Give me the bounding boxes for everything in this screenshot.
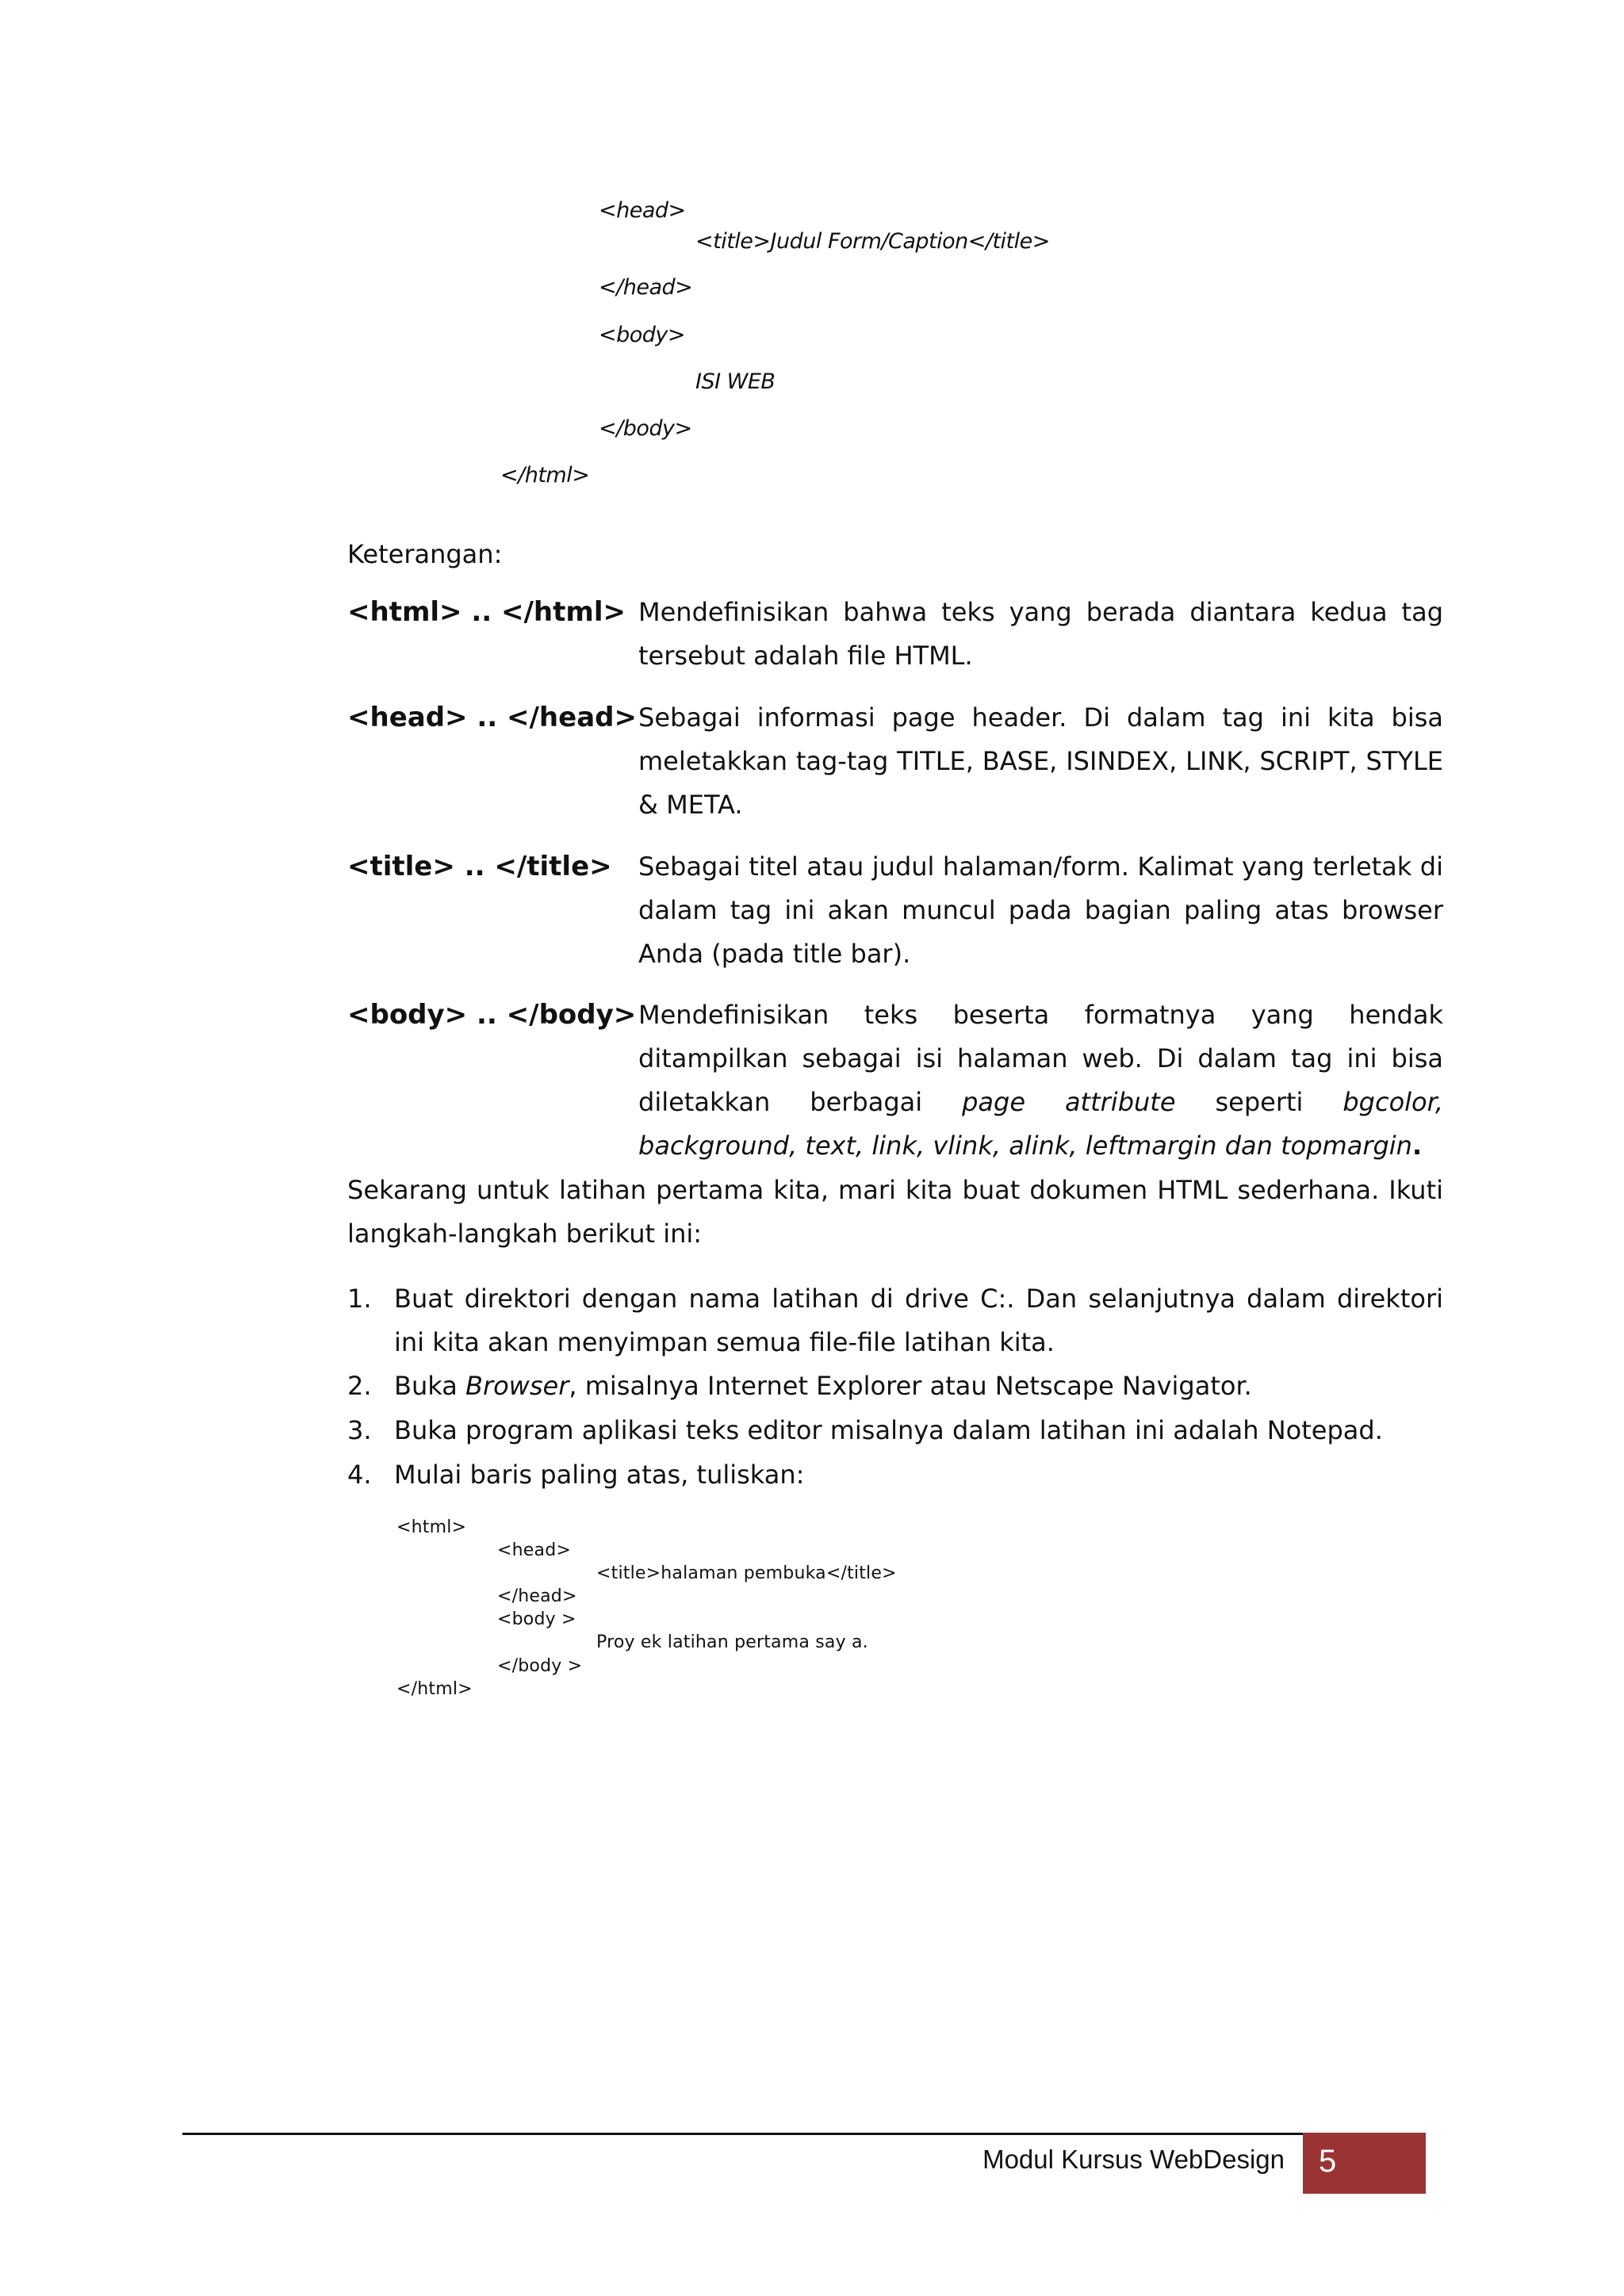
code-body-close: </body>: [599, 416, 692, 441]
step-2-before: Buka: [394, 1371, 465, 1401]
step-4-number: 4.: [347, 1460, 372, 1490]
desc-body-part2: seperti: [1175, 1087, 1343, 1117]
code2-content: Proy ek latihan pertama say a.: [596, 1632, 868, 1652]
code2-body-open: <body >: [497, 1609, 576, 1629]
footer-module-title: Modul Kursus WebDesign: [982, 2145, 1285, 2174]
code-title-line: <title>Judul Form/Caption</title>: [695, 229, 1050, 254]
intro-paragraph: Sekarang untuk latihan pertama kita, mari kita buat dokumen HTML sederhana. Ikuti langkah-langkah berikut ini:: [347, 1175, 1443, 1249]
step-4-text: Mulai baris paling atas, tuliskan:: [394, 1460, 805, 1490]
desc-head: Sebagai informasi page header. Di dalam tag ini kita bisa meletakkan tag-tag TITLE, BASE, ISINDEX, LINK, SCRIPT, STYLE & META.: [638, 702, 1443, 820]
footer-rule: [182, 2133, 1303, 2135]
desc-body: [638, 993, 1443, 1168]
term-head: <head> .. </head>: [347, 702, 637, 733]
term-title: <title> .. </title>: [347, 851, 612, 882]
page-number-box: [1303, 2133, 1426, 2194]
step-3-text: Buka program aplikasi teks editor misalnya dalam latihan ini adalah Notepad.: [394, 1415, 1383, 1445]
term-html: <html> .. </html>: [347, 596, 626, 628]
code2-html-close: </html>: [396, 1679, 473, 1699]
code2-body-close: </body >: [497, 1656, 583, 1676]
step-3-number: 3.: [347, 1415, 372, 1445]
code-head-open: <head>: [599, 198, 686, 223]
desc-title: Sebagai titel atau judul halaman/form. Kalimat yang terletak di dalam tag ini akan muncul pada bagian paling atas browser Anda (pada title bar).: [638, 851, 1443, 969]
desc-body-end: .: [1411, 1131, 1423, 1161]
code-html-close: </html>: [500, 463, 590, 488]
step-2-italic: Browser: [465, 1371, 569, 1401]
code-isi-web: ISI WEB: [695, 369, 776, 394]
desc-body-italic2: bgcolor, background, text, link, vlink, alink, leftmargin dan topmargin: [638, 1087, 1444, 1161]
step-2-number: 2.: [347, 1371, 372, 1401]
code2-title-line: <title>halaman pembuka</title>: [596, 1563, 897, 1583]
desc-body-part1: Mendefinisikan teks beserta formatnya yang hendak ditampilkan sebagai isi halaman web. Di dalam tag ini bisa diletakkan berbagai: [638, 1000, 1443, 1117]
desc-body-italic1: page attribute: [962, 1087, 1176, 1117]
step-1-number: 1.: [347, 1284, 372, 1314]
step-2-text: [394, 1364, 1443, 1408]
code2-head-open: <head>: [497, 1540, 571, 1560]
keterangan-label: Keterangan:: [347, 539, 503, 569]
desc-html: Mendefinisikan bahwa teks yang berada diantara kedua tag tersebut adalah file HTML.: [638, 597, 1443, 671]
page-number: 5: [1319, 2144, 1337, 2179]
code2-head-close: </head>: [497, 1586, 577, 1606]
step-1-text: Buat direktori dengan nama latihan di drive C:. Dan selanjutnya dalam direktori ini kita akan menyimpan semua file-file latihan kita.: [394, 1284, 1443, 1357]
code-head-close: </head>: [599, 275, 693, 300]
code-body-open: <body>: [599, 323, 686, 347]
term-body: <body> .. </body>: [347, 999, 637, 1031]
step-2-after: , misalnya Internet Explorer atau Netscape Navigator.: [569, 1371, 1252, 1401]
code2-html-open: <html>: [396, 1517, 467, 1537]
